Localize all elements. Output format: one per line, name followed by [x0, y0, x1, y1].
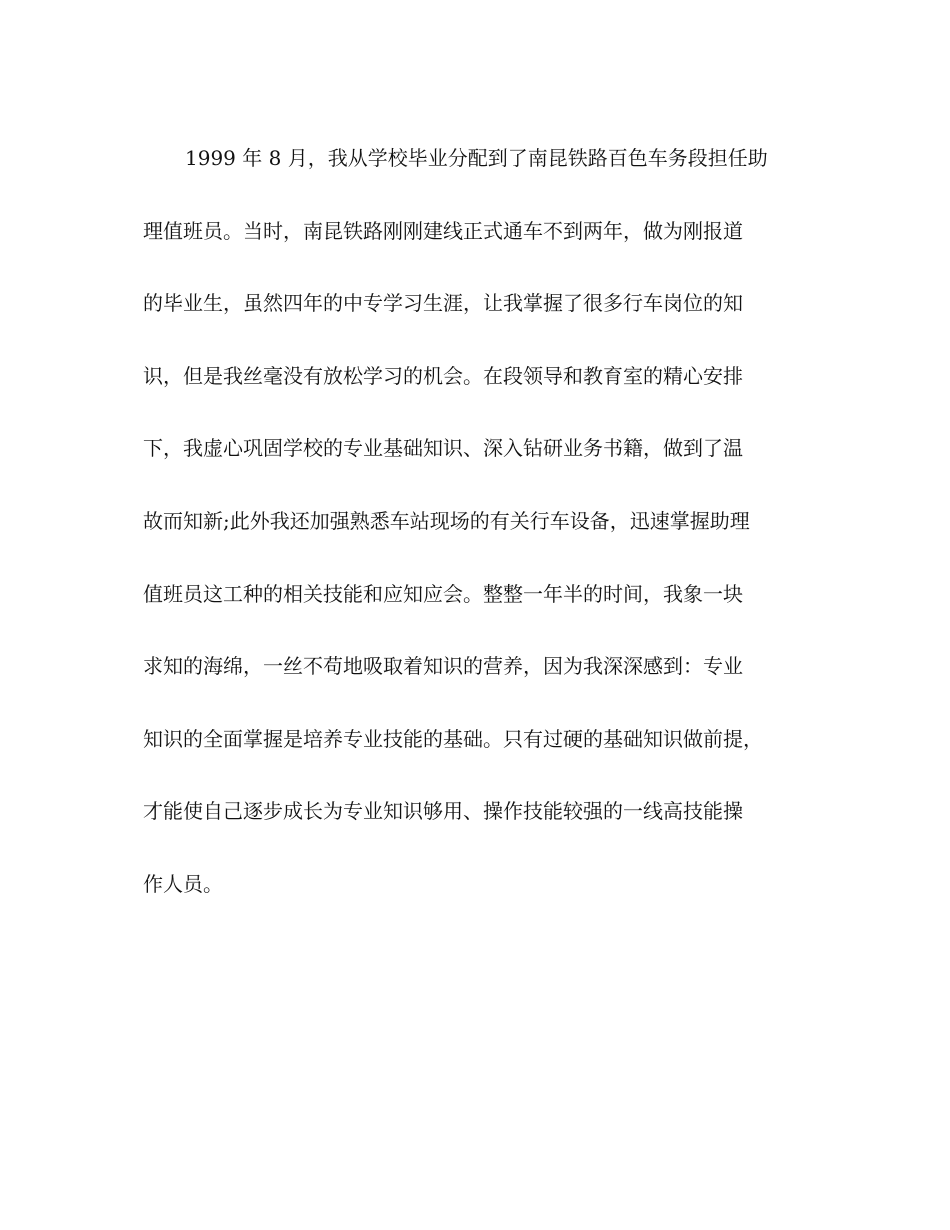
paragraph-line: 1999 年 8 月，我从学校毕业分配到了南昆铁路百色车务段担任助 [185, 146, 768, 170]
paragraph-line: 识，但是我丝毫没有放松学习的机会。在段领导和教育室的精心安排 [143, 363, 743, 388]
paragraph-line: 才能使自己逐步成长为专业知识够用、操作技能较强的一线高技能操 [143, 799, 743, 824]
paragraph-line: 理值班员。当时，南昆铁路刚刚建线正式通车不到两年，做为刚报道 [143, 218, 743, 243]
paragraph-line: 求知的海绵，一丝不苟地吸取着知识的营养，因为我深深感到：专业 [143, 654, 743, 679]
paragraph-line: 的毕业生，虽然四年的中专学习生涯，让我掌握了很多行车岗位的知 [143, 291, 743, 316]
paragraph-line: 作人员。 [143, 871, 223, 896]
body-paragraph [143, 140, 823, 939]
paragraph-line: 下，我虚心巩固学校的专业基础知识、深入钻研业务书籍，做到了温 [143, 436, 743, 461]
paragraph-line: 知识的全面掌握是培养专业技能的基础。只有过硬的基础知识做前提， [143, 726, 763, 751]
paragraph-line: 故而知新;此外我还加强熟悉车站现场的有关行车设备，迅速掌握助理 [143, 508, 750, 533]
paragraph-line: 值班员这工种的相关技能和应知应会。整整一年半的时间，我象一块 [143, 581, 743, 606]
